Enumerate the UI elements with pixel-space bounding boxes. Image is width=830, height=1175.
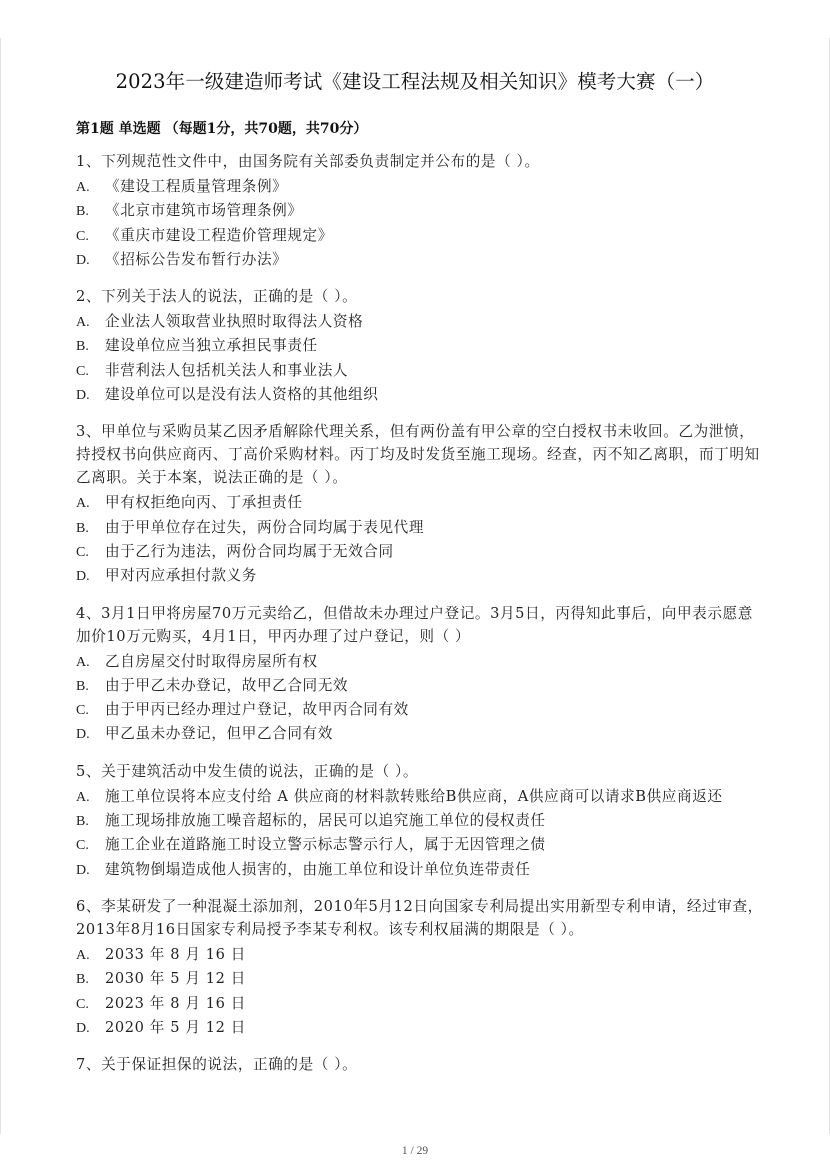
- option-text: 甲对丙应承担付款义务: [105, 567, 257, 585]
- question-1: [76, 150, 766, 272]
- question-stem: 6、李某研发了一种混凝土添加剂，2010年5月12日向国家专利局提出实用新型专利申请，经过审查，2013年8月16日国家专利局授予李某专利权。该专利权届满的期限是（ ）。: [76, 897, 763, 938]
- option-text: 建设单位应当独立承担民事责任: [105, 337, 318, 355]
- question-7: [76, 1053, 766, 1076]
- option-letter: B.: [76, 520, 89, 536]
- question-stem: 1、下列规范性文件中，由国务院有关部委负责制定并公布的是（ ）。: [76, 153, 540, 170]
- question-list: [76, 150, 766, 1089]
- section-note: （每题1分，共70题，共70分）: [164, 121, 368, 137]
- option-text: 非营利法人包括机关法人和事业法人: [105, 361, 349, 379]
- option-b: [76, 674, 766, 698]
- option-letter: A.: [76, 180, 90, 195]
- option-letter: D.: [76, 862, 90, 878]
- option-text: 施工现场排放施工噪音超标的，居民可以追究施工单位的侵权责任: [105, 812, 546, 830]
- option-text: 施工单位误将本应支付给 A 供应商的材料款转账给B供应商，A供应商可以请求B供应商返还: [105, 787, 723, 805]
- option-letter: A.: [76, 947, 90, 963]
- option-letter: C.: [76, 544, 89, 560]
- option-text: 2020 年 5 月 12 日: [105, 1018, 246, 1036]
- option-letter: C.: [76, 228, 89, 244]
- option-letter: D.: [76, 252, 90, 268]
- option-letter: C.: [76, 703, 89, 719]
- option-letter: A.: [76, 496, 90, 512]
- option-letter: A.: [76, 315, 90, 331]
- option-text: 由于甲丙已经办理过户登记，故甲丙合同有效: [105, 701, 409, 719]
- option-letter: B.: [76, 678, 89, 694]
- option-b: [76, 809, 766, 833]
- option-c: [76, 540, 766, 564]
- section-label: 第1题 单选题: [76, 121, 161, 137]
- option-d: [76, 858, 766, 882]
- option-b: [76, 199, 766, 223]
- option-text: 施工企业在道路施工时设立警示标志警示行人，属于无因管理之债: [105, 836, 546, 854]
- question-stem: 4、3月1日甲将房屋70万元卖给乙，但借故未办理过户登记。3月5日，丙得知此事后，向甲表示愿意加价10万元购买，4月1日，甲丙办理了过户登记，则（ ）: [76, 604, 753, 645]
- option-c: [76, 224, 766, 248]
- option-text: 由于甲单位存在过失，两份合同均属于表见代理: [105, 518, 425, 536]
- document-title: 2023年一级建造师考试《建设工程法规及相关知识》模考大赛（一）: [115, 70, 715, 93]
- option-a: [76, 310, 766, 334]
- option-c: [76, 992, 766, 1016]
- option-text: 《招标公告发布暂行办法》: [105, 250, 288, 268]
- page-indicator: 1 / 29: [401, 1145, 429, 1157]
- option-letter: B.: [76, 972, 89, 988]
- option-letter: D.: [76, 388, 90, 404]
- option-letter: A.: [76, 789, 90, 805]
- option-d: [76, 722, 766, 746]
- option-b: [76, 967, 766, 991]
- option-text: 《重庆市建设工程造价管理规定》: [105, 226, 333, 244]
- option-text: 《北京市建筑市场管理条例》: [105, 202, 303, 220]
- option-text: 建筑物倒塌造成他人损害的，由施工单位和设计单位负连带责任: [105, 860, 531, 878]
- question-6: [76, 895, 766, 1040]
- option-b: [76, 334, 766, 358]
- question-2: [76, 285, 766, 407]
- option-a: [76, 491, 766, 515]
- option-letter: B.: [76, 339, 89, 355]
- option-a: [76, 175, 766, 199]
- option-letter: C.: [76, 363, 89, 379]
- option-d: [76, 248, 766, 272]
- option-c: [76, 833, 766, 857]
- document-page: [0, 38, 830, 1134]
- option-text: 甲乙虽未办登记，但甲乙合同有效: [105, 725, 333, 743]
- question-5: [76, 760, 766, 882]
- question-3: [76, 420, 766, 588]
- section-heading: [76, 118, 367, 138]
- option-b: [76, 516, 766, 540]
- option-text: 由于乙行为违法，两份合同均属于无效合同: [105, 542, 394, 560]
- option-letter: A.: [76, 654, 90, 670]
- option-a: [76, 650, 766, 674]
- option-text: 2023 年 8 月 16 日: [105, 994, 246, 1012]
- option-a: [76, 943, 766, 967]
- option-text: 甲有权拒绝向丙、丁承担责任: [105, 494, 303, 512]
- question-4: [76, 602, 766, 747]
- option-a: [76, 785, 766, 809]
- option-text: 2033 年 8 月 16 日: [105, 945, 246, 963]
- question-stem: 3、甲单位与采购员某乙因矛盾解除代理关系，但有两份盖有甲公章的空白授权书未收回。乙为泄愤，持授权书向供应商丙、丁高价采购材料。丙丁均及时发货至施工现场。经查，丙不知乙离职，而丁明知乙离职。关于本案，说法正确的是（ ）。: [76, 423, 760, 487]
- option-text: 2030 年 5 月 12 日: [105, 970, 246, 988]
- option-c: [76, 698, 766, 722]
- option-text: 《建设工程质量管理条例》: [105, 178, 288, 195]
- option-letter: D.: [76, 569, 90, 585]
- option-d: [76, 383, 766, 407]
- option-d: [76, 564, 766, 588]
- option-letter: D.: [76, 727, 90, 743]
- option-letter: B.: [76, 204, 89, 220]
- question-stem: 5、关于建筑活动中发生债的说法，正确的是（ ）。: [76, 762, 419, 780]
- option-text: 由于甲乙未办登记，故甲乙合同无效: [105, 676, 349, 694]
- option-text: 建设单位可以是没有法人资格的其他组织: [105, 386, 379, 404]
- option-text: 企业法人领取营业执照时取得法人资格: [105, 313, 364, 331]
- option-d: [76, 1016, 766, 1040]
- option-letter: C.: [76, 996, 89, 1012]
- question-stem: 7、关于保证担保的说法，正确的是（ ）。: [76, 1056, 358, 1074]
- option-letter: B.: [76, 814, 89, 830]
- option-letter: D.: [76, 1020, 90, 1036]
- question-stem: 2、下列关于法人的说法，正确的是（ ）。: [76, 288, 358, 306]
- option-text: 乙自房屋交付时取得房屋所有权: [105, 652, 318, 670]
- option-letter: C.: [76, 838, 89, 854]
- option-c: [76, 359, 766, 383]
